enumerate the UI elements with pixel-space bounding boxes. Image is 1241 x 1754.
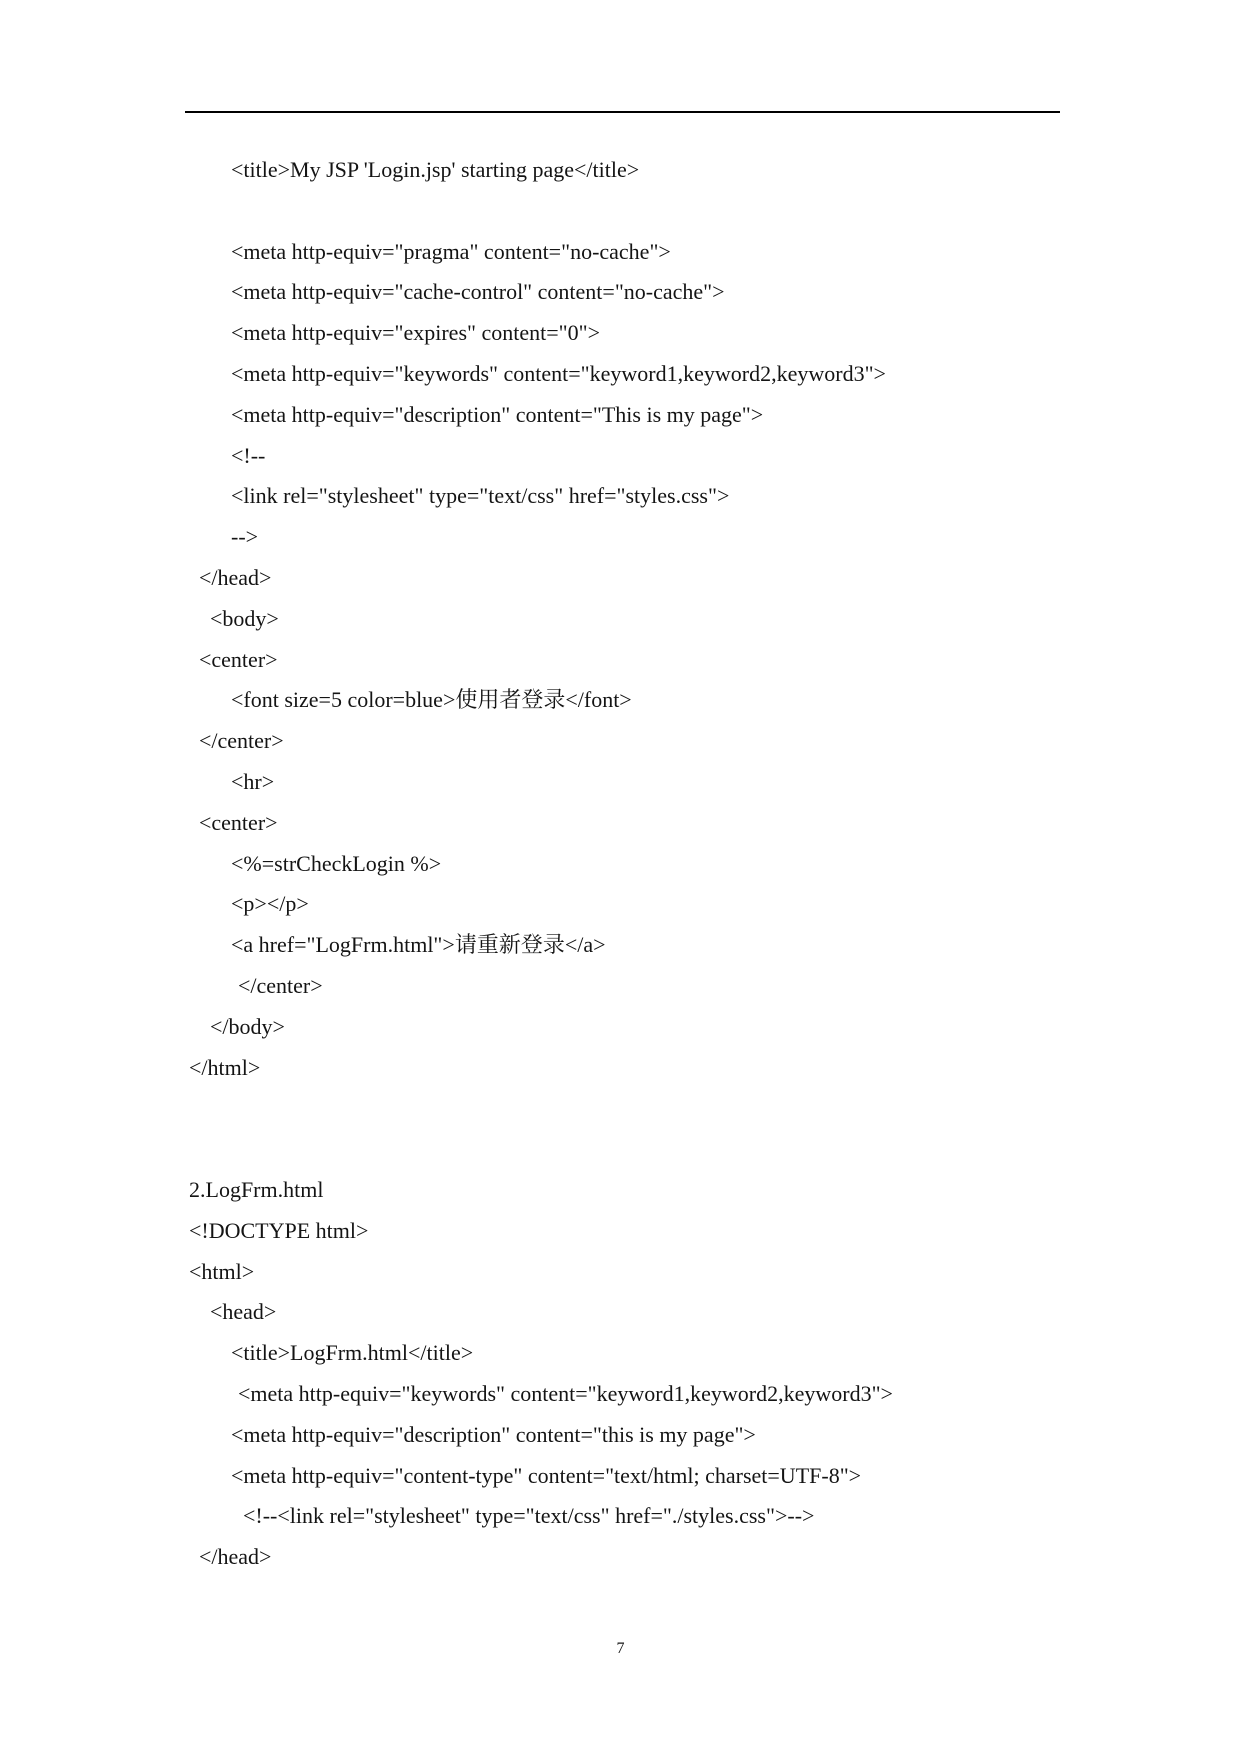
code-line: <meta http-equiv="content-type" content="text/html; charset=UTF-8"> [231, 1462, 862, 1488]
code-line: <!DOCTYPE html> [189, 1217, 369, 1243]
code-line: <meta http-equiv="description" content="this is my page"> [231, 1421, 756, 1447]
page-number: 7 [616, 1640, 625, 1657]
code-line: <hr> [231, 768, 275, 794]
blank-line [189, 1088, 1089, 1129]
code-line: </html> [189, 1054, 261, 1080]
code-line: <center> [199, 809, 278, 835]
code-line: <link rel="stylesheet" type="text/css" href="styles.css"> [231, 483, 730, 509]
header-rule [185, 111, 1060, 113]
code-line: <meta http-equiv="keywords" content="keyword1,keyword2,keyword3"> [238, 1380, 893, 1406]
code-line: <title>LogFrm.html</title> [231, 1340, 474, 1366]
code-line: <meta http-equiv="keywords" content="keyword1,keyword2,keyword3"> [231, 360, 886, 386]
code-line: <meta http-equiv="pragma" content="no-cache"> [231, 238, 671, 264]
code-line: <%=strCheckLogin %> [231, 850, 442, 876]
code-line: <meta http-equiv="cache-control" content="no-cache"> [231, 279, 725, 305]
code-line: <!--<link rel="stylesheet" type="text/css" href="./styles.css">--> [243, 1503, 815, 1529]
code-line: <body> [210, 605, 279, 631]
code-line: </center> [199, 728, 284, 754]
code-line: </head> [199, 1544, 272, 1570]
code-line: <p></p> [231, 891, 309, 917]
blank-line [189, 191, 1089, 232]
code-line: <font size=5 color=blue>使用者登录</font> [231, 687, 632, 713]
code-line: <!-- [231, 442, 266, 468]
code-line: <meta http-equiv="expires" content="0"> [231, 320, 601, 346]
code-line: <title>My JSP 'Login.jsp' starting page</title> [231, 157, 640, 182]
code-line: <a href="LogFrm.html">请重新登录</a> [231, 932, 606, 958]
code-line: <head> [210, 1299, 277, 1325]
code-line: --> [231, 524, 259, 550]
section-heading: 2.LogFrm.html [189, 1176, 324, 1202]
page-body [189, 150, 1089, 1578]
code-line: </center> [238, 972, 323, 998]
code-line: <meta http-equiv="description" content="This is my page"> [231, 401, 764, 427]
code-line: <html> [189, 1258, 255, 1284]
code-block-logfrm-html [189, 1211, 1089, 1578]
blank-line [189, 1129, 1089, 1170]
code-line: </head> [199, 564, 272, 590]
code-line: <center> [199, 646, 278, 672]
code-line: </body> [210, 1013, 285, 1039]
code-block-login-jsp [189, 150, 1089, 1088]
